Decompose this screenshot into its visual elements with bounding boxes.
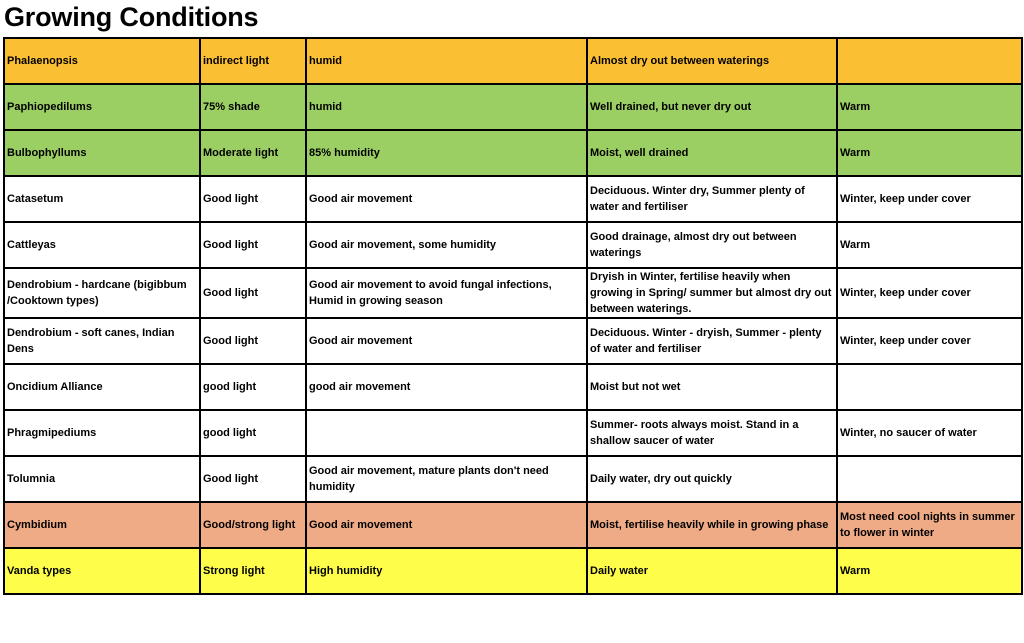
humidity-cell[interactable]: 85% humidity: [306, 130, 587, 176]
growing-conditions-table: [3, 37, 1023, 595]
table-row: [4, 38, 1022, 84]
light-cell[interactable]: Good light: [200, 176, 306, 222]
orchid-name-cell[interactable]: Cymbidium: [4, 502, 200, 548]
humidity-cell[interactable]: Good air movement: [306, 318, 587, 364]
table-row: [4, 84, 1022, 130]
humidity-cell[interactable]: Good air movement: [306, 502, 587, 548]
light-cell[interactable]: Good light: [200, 222, 306, 268]
table-row: [4, 130, 1022, 176]
table-row: [4, 364, 1022, 410]
watering-cell[interactable]: Dryish in Winter, fertilise heavily when growing in Spring/ summer but almost dry out between waterings.: [587, 268, 837, 318]
light-cell[interactable]: Good light: [200, 268, 306, 318]
table-row: [4, 222, 1022, 268]
notes-cell[interactable]: Warm: [837, 548, 1022, 594]
table-row: [4, 268, 1022, 318]
watering-cell[interactable]: Moist but not wet: [587, 364, 837, 410]
watering-cell[interactable]: Moist, fertilise heavily while in growing phase: [587, 502, 837, 548]
watering-cell[interactable]: Daily water, dry out quickly: [587, 456, 837, 502]
table-row: [4, 176, 1022, 222]
watering-cell[interactable]: Deciduous. Winter dry, Summer plenty of water and fertiliser: [587, 176, 837, 222]
light-cell[interactable]: good light: [200, 410, 306, 456]
humidity-cell[interactable]: High humidity: [306, 548, 587, 594]
watering-cell[interactable]: Daily water: [587, 548, 837, 594]
notes-cell[interactable]: Winter, keep under cover: [837, 268, 1022, 318]
watering-cell[interactable]: Moist, well drained: [587, 130, 837, 176]
notes-cell[interactable]: Winter, keep under cover: [837, 176, 1022, 222]
page-title: Growing Conditions: [4, 2, 259, 32]
light-cell[interactable]: Good light: [200, 456, 306, 502]
orchid-name-cell[interactable]: Phalaenopsis: [4, 38, 200, 84]
humidity-cell[interactable]: Good air movement, some humidity: [306, 222, 587, 268]
humidity-cell[interactable]: [306, 410, 587, 456]
notes-cell[interactable]: Warm: [837, 222, 1022, 268]
orchid-name-cell[interactable]: Paphiopedilums: [4, 84, 200, 130]
light-cell[interactable]: indirect light: [200, 38, 306, 84]
humidity-cell[interactable]: Good air movement, mature plants don't need humidity: [306, 456, 587, 502]
orchid-name-cell[interactable]: Dendrobium - hardcane (bigibbum /Cooktown types): [4, 268, 200, 318]
watering-cell[interactable]: Deciduous. Winter - dryish, Summer - plenty of water and fertiliser: [587, 318, 837, 364]
table-row: [4, 502, 1022, 548]
table-row: [4, 410, 1022, 456]
humidity-cell[interactable]: humid: [306, 84, 587, 130]
light-cell[interactable]: good light: [200, 364, 306, 410]
orchid-name-cell[interactable]: Dendrobium - soft canes, Indian Dens: [4, 318, 200, 364]
humidity-cell[interactable]: good air movement: [306, 364, 587, 410]
notes-cell[interactable]: [837, 364, 1022, 410]
table-row: [4, 456, 1022, 502]
orchid-name-cell[interactable]: Tolumnia: [4, 456, 200, 502]
humidity-cell[interactable]: Good air movement to avoid fungal infections, Humid in growing season: [306, 268, 587, 318]
orchid-name-cell[interactable]: Catasetum: [4, 176, 200, 222]
notes-cell[interactable]: [837, 38, 1022, 84]
orchid-name-cell[interactable]: Cattleyas: [4, 222, 200, 268]
notes-cell[interactable]: [837, 456, 1022, 502]
orchid-name-cell[interactable]: Phragmipediums: [4, 410, 200, 456]
watering-cell[interactable]: Well drained, but never dry out: [587, 84, 837, 130]
watering-cell[interactable]: Summer- roots always moist. Stand in a shallow saucer of water: [587, 410, 837, 456]
table-row: [4, 318, 1022, 364]
humidity-cell[interactable]: Good air movement: [306, 176, 587, 222]
humidity-cell[interactable]: humid: [306, 38, 587, 84]
notes-cell[interactable]: Warm: [837, 84, 1022, 130]
notes-cell[interactable]: Most need cool nights in summer to flower in winter: [837, 502, 1022, 548]
light-cell[interactable]: 75% shade: [200, 84, 306, 130]
table-body: [4, 38, 1022, 594]
table-row: [4, 548, 1022, 594]
orchid-name-cell[interactable]: Bulbophyllums: [4, 130, 200, 176]
orchid-name-cell[interactable]: Vanda types: [4, 548, 200, 594]
light-cell[interactable]: Good light: [200, 318, 306, 364]
notes-cell[interactable]: Warm: [837, 130, 1022, 176]
light-cell[interactable]: Good/strong light: [200, 502, 306, 548]
watering-cell[interactable]: Good drainage, almost dry out between waterings: [587, 222, 837, 268]
orchid-name-cell[interactable]: Oncidium Alliance: [4, 364, 200, 410]
light-cell[interactable]: Moderate light: [200, 130, 306, 176]
watering-cell[interactable]: Almost dry out between waterings: [587, 38, 837, 84]
notes-cell[interactable]: Winter, no saucer of water: [837, 410, 1022, 456]
notes-cell[interactable]: Winter, keep under cover: [837, 318, 1022, 364]
light-cell[interactable]: Strong light: [200, 548, 306, 594]
